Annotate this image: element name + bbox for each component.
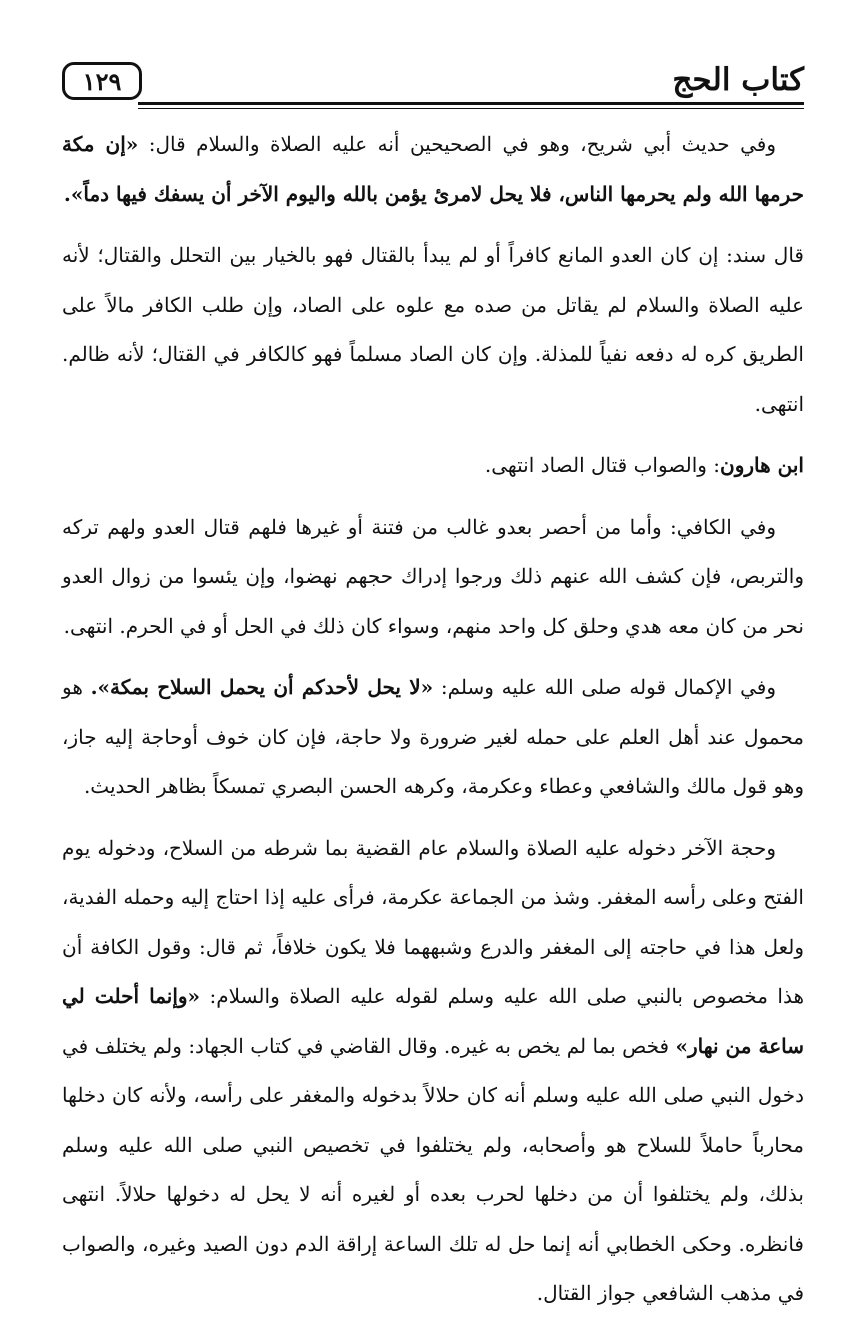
page-number-box xyxy=(62,62,142,100)
paragraph xyxy=(62,824,804,1319)
text-segment: وفي الإكمال قوله صلى الله عليه وسلم: xyxy=(433,675,776,699)
text-segment: وفي حديث أبي شريح، وهو في الصحيحين أنه عليه الصلاة والسلام قال: xyxy=(138,132,776,156)
header-rule-thin xyxy=(138,108,804,109)
text-segment: : والصواب قتال الصاد انتهى. xyxy=(484,453,721,477)
text-segment: وفي الكافي: وأما من أحصر بعدو غالب من فتنة أو غيرها فلهم قتال العدو ولهم تركه والتربص، فإن كشف الله عنهم ذلك ورجوا إدراك حجهم نهضوا، وإن يئسوا من زوال العدو نحر من كان معه هدي وحلق كل واحد منهم، وسواء كان ذلك في الحل أو في الحرم. انتهى. xyxy=(62,514,804,638)
bold-text-segment: «وإنما أحلت لي ساعة من نهار» xyxy=(62,984,804,1058)
page-number: ١٢٩ xyxy=(82,66,122,96)
text-segment: وحجة الآخر دخوله عليه الصلاة والسلام عام القضية بما شرطه من السلاح، ودخوله يوم الفتح وعلى رأسه المغفر. وشذ من الجماعة عكرمة، فرأى عليه إذا احتاج إليه وحمله الفدية، ولعل هذا في حاجته إلى المغفر والدرع وشبههما فلا يكون خلافاً، ثم قال: وقول الكافة أن هذا مخصوص بالنبي صلى الله عليه وسلم لقوله عليه الصلاة والسلام: xyxy=(62,835,805,1008)
paragraph xyxy=(62,441,804,491)
text-segment: فخص بما لم يخص به غيره. وقال القاضي في كتاب الجهاد: ولم يختلف في دخول النبي صلى الله عليه وسلم أنه كان حلالاً بدخوله والمغفر على رأسه، ولأنه كان دخلها محارباً حاملاً للسلاح هو وأصحابه، ولم يختلفوا في تخصيص النبي صلى الله عليه وسلم بذلك، ولم يختلفوا أن من دخلها لحرب بعده أو لغيره أنه لا يحل له دخولها حلالاً. انتهى فانظره. وحكى الخطابي أنه إنما حل له تلك الساعة إراقة الدم دون الصيد وغيره، والصواب في مذهب الشافعي جواز القتال. xyxy=(62,1033,804,1305)
paragraph xyxy=(62,663,804,812)
page-header xyxy=(62,58,804,106)
paragraph xyxy=(62,120,804,219)
bold-text-segment: «لا يحل لأحدكم أن يحمل السلاح بمكة». xyxy=(90,675,434,699)
text-segment: قال سند: إن كان العدو المانع كافراً أو لم يبدأ بالقتال فهو بالخيار بين التحلل والقتال؛ لأنه عليه الصلاة والسلام لم يقاتل من صده مع علوه على الصاد، وإن طلب الكافر مالاً على الطريق كره له دفعه نفياً للمذلة. وإن كان الصاد مسلماً فهو كالكافر في القتال؛ لأنه ظالم. انتهى. xyxy=(62,243,804,416)
text-segment: هو محمول عند أهل العلم على حمله لغير ضرورة ولا حاجة، فإن كان خوف أوحاجة إليه جاز، وهو قول مالك والشافعي وعطاء وعكرمة، وكرهه الحسن البصري تمسكاً بظاهر الحديث. xyxy=(62,675,804,798)
bold-text-segment: ابن هارون xyxy=(720,453,804,477)
paragraph xyxy=(62,503,804,652)
header-rule xyxy=(138,102,804,105)
bold-text-segment: «إن مكة حرمها الله ولم يحرمها الناس، فلا يحل لامرئ يؤمن بالله واليوم الآخر أن يسفك فيها دماً». xyxy=(62,132,804,206)
paragraph xyxy=(62,231,804,429)
body-text xyxy=(62,120,804,1331)
book-title: كتاب الحج xyxy=(672,62,804,98)
